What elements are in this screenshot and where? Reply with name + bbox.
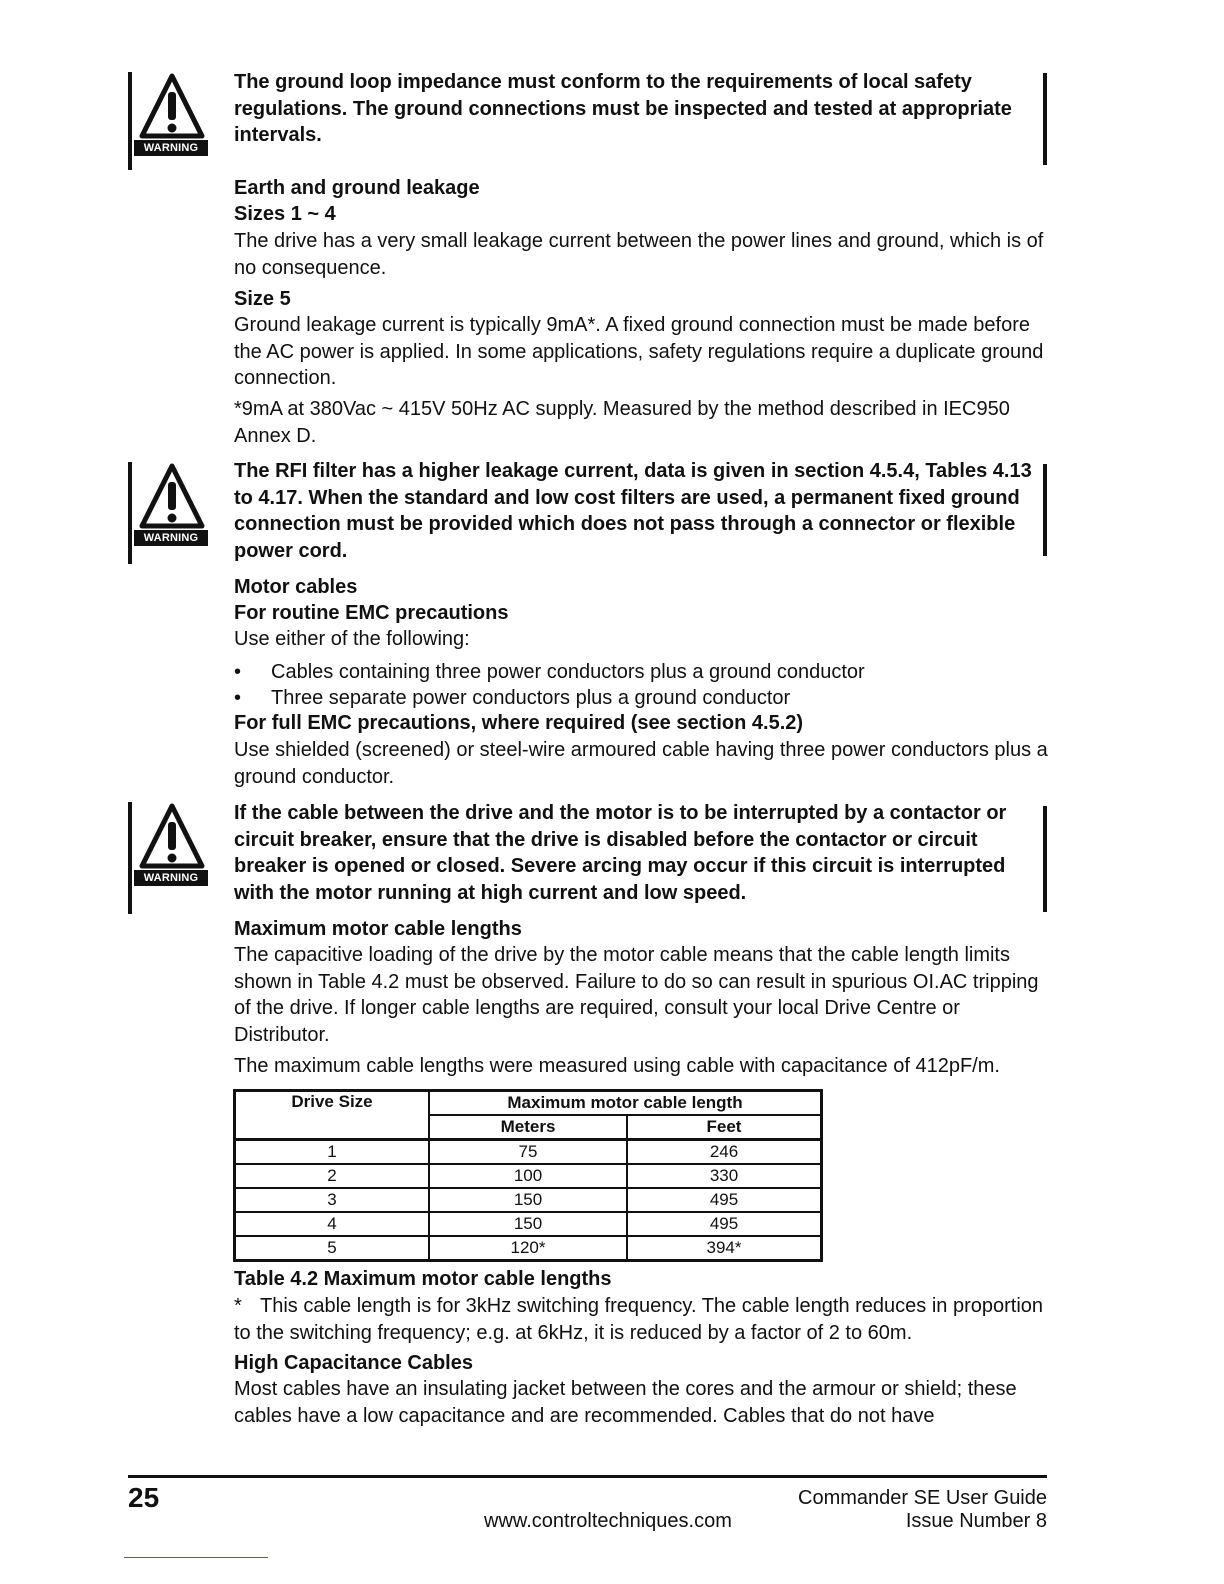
warning-text: The RFI filter has a higher leakage current, data is given in section 4.5.4, Tables 4.13 to 4.17. When the standard and low cost filters are used, a permanent fixed ground connection must be provided which does not pass through a connector or flexible power cord. bbox=[234, 460, 1032, 562]
table-cell: 495 bbox=[627, 1212, 822, 1236]
issue-number: Issue Number 8 bbox=[905, 1510, 1047, 1532]
table-cell: 100 bbox=[429, 1164, 627, 1188]
table-cell: 495 bbox=[627, 1188, 822, 1212]
column-header: Maximum motor cable length bbox=[429, 1091, 822, 1116]
warning-text: If the cable between the drive and the motor is to be interrupted by a contactor or circuit breaker, ensure that the drive is disabled before the contactor or circuit breaker is opened or closed. Severe arcing may occur if this circuit is interrupted with the motor running at high current and low speed. bbox=[234, 802, 1007, 904]
subheading: For full EMC precautions, where required (see section 4.5.2) bbox=[234, 712, 804, 734]
table-cell: 120* bbox=[429, 1236, 627, 1261]
footnote-mark: * bbox=[234, 1295, 242, 1317]
page-number: 25 bbox=[128, 1482, 160, 1513]
table-row bbox=[235, 1188, 822, 1212]
warning-icon bbox=[128, 800, 208, 892]
subheading: Size 5 bbox=[234, 288, 291, 310]
section-heading: Motor cables bbox=[234, 576, 358, 598]
bullet-icon: • bbox=[234, 687, 242, 709]
table-cell: 150 bbox=[429, 1188, 627, 1212]
cable-length-table bbox=[233, 1089, 823, 1262]
footer-rule bbox=[128, 1475, 1047, 1478]
table-cell: 2 bbox=[235, 1164, 430, 1188]
warning-text: The ground loop impedance must conform to the requirements of local safety regulations. The ground connections must be inspected and tested at appropriate intervals. bbox=[234, 71, 1012, 146]
website-url: www.controltechniques.com bbox=[484, 1510, 732, 1532]
list-item: Cables containing three power conductors plus a ground conductor bbox=[271, 661, 865, 683]
list-item: Three separate power conductors plus a ground conductor bbox=[271, 687, 791, 709]
section-heading: Maximum motor cable lengths bbox=[234, 918, 522, 940]
paragraph: *9mA at 380Vac ~ 415V 50Hz AC supply. Measured by the method described in IEC950 Annex D. bbox=[234, 398, 1010, 447]
paragraph: The maximum cable lengths were measured using cable with capacitance of 412pF/m. bbox=[234, 1055, 1000, 1077]
column-header: Feet bbox=[627, 1115, 822, 1140]
paragraph: Ground leakage current is typically 9mA*. A fixed ground connection must be made before the AC power is applied. In some applications, safety regulations require a duplicate ground connection. bbox=[234, 314, 1044, 389]
paragraph: Use either of the following: bbox=[234, 628, 470, 650]
table-row bbox=[235, 1212, 822, 1236]
change-bar bbox=[1043, 73, 1047, 165]
paragraph: Use shielded (screened) or steel-wire armoured cable having three power conductors plus a ground conductor. bbox=[234, 739, 1048, 788]
table-cell: 75 bbox=[429, 1140, 627, 1165]
subheading: For routine EMC precautions bbox=[234, 602, 509, 624]
column-header: Drive Size bbox=[235, 1091, 430, 1140]
table-caption: Table 4.2 Maximum motor cable lengths bbox=[234, 1268, 612, 1290]
warning-icon bbox=[128, 460, 208, 552]
table-cell: 3 bbox=[235, 1188, 430, 1212]
warning-icon bbox=[128, 70, 208, 162]
guide-info bbox=[798, 1487, 1047, 1533]
paragraph: The drive has a very small leakage current between the power lines and ground, which is of no consequence. bbox=[234, 230, 1044, 279]
section-heading: High Capacitance Cables bbox=[234, 1352, 473, 1374]
link-underline bbox=[124, 1557, 268, 1558]
table-row bbox=[235, 1236, 822, 1261]
change-bar bbox=[1043, 464, 1047, 556]
table-cell: 1 bbox=[235, 1140, 430, 1165]
table-row bbox=[235, 1140, 822, 1165]
table-cell: 246 bbox=[627, 1140, 822, 1165]
table-row bbox=[235, 1164, 822, 1188]
table-cell: 150 bbox=[429, 1212, 627, 1236]
paragraph: Most cables have an insulating jacket between the cores and the armour or shield; these cables have a low capacitance and are recommended. Cables that do not have bbox=[234, 1378, 1017, 1427]
column-header: Meters bbox=[429, 1115, 627, 1140]
subheading: Sizes 1 ~ 4 bbox=[234, 203, 336, 225]
change-bar bbox=[1043, 806, 1047, 912]
warning-label: WARNING bbox=[134, 870, 208, 886]
table-cell: 330 bbox=[627, 1164, 822, 1188]
paragraph: The capacitive loading of the drive by the motor cable means that the cable length limits shown in Table 4.2 must be observed. Failure to do so can result in spurious OI.AC tripping of the drive. If longer cable lengths are required, consult your local Drive Centre or Distributor. bbox=[234, 944, 1039, 1046]
bullet-icon: • bbox=[234, 661, 242, 683]
warning-label: WARNING bbox=[134, 140, 208, 156]
warning-label: WARNING bbox=[134, 530, 208, 546]
table-cell: 394* bbox=[627, 1236, 822, 1261]
table-cell: 4 bbox=[235, 1212, 430, 1236]
guide-title: Commander SE User Guide bbox=[798, 1487, 1047, 1509]
table-cell: 5 bbox=[235, 1236, 430, 1261]
footnote: This cable length is for 3kHz switching frequency. The cable length reduces in proportion to the switching frequency; e.g. at 6kHz, it is reduced by a factor of 2 to 60m. bbox=[234, 1295, 1044, 1344]
section-heading: Earth and ground leakage bbox=[234, 177, 480, 199]
